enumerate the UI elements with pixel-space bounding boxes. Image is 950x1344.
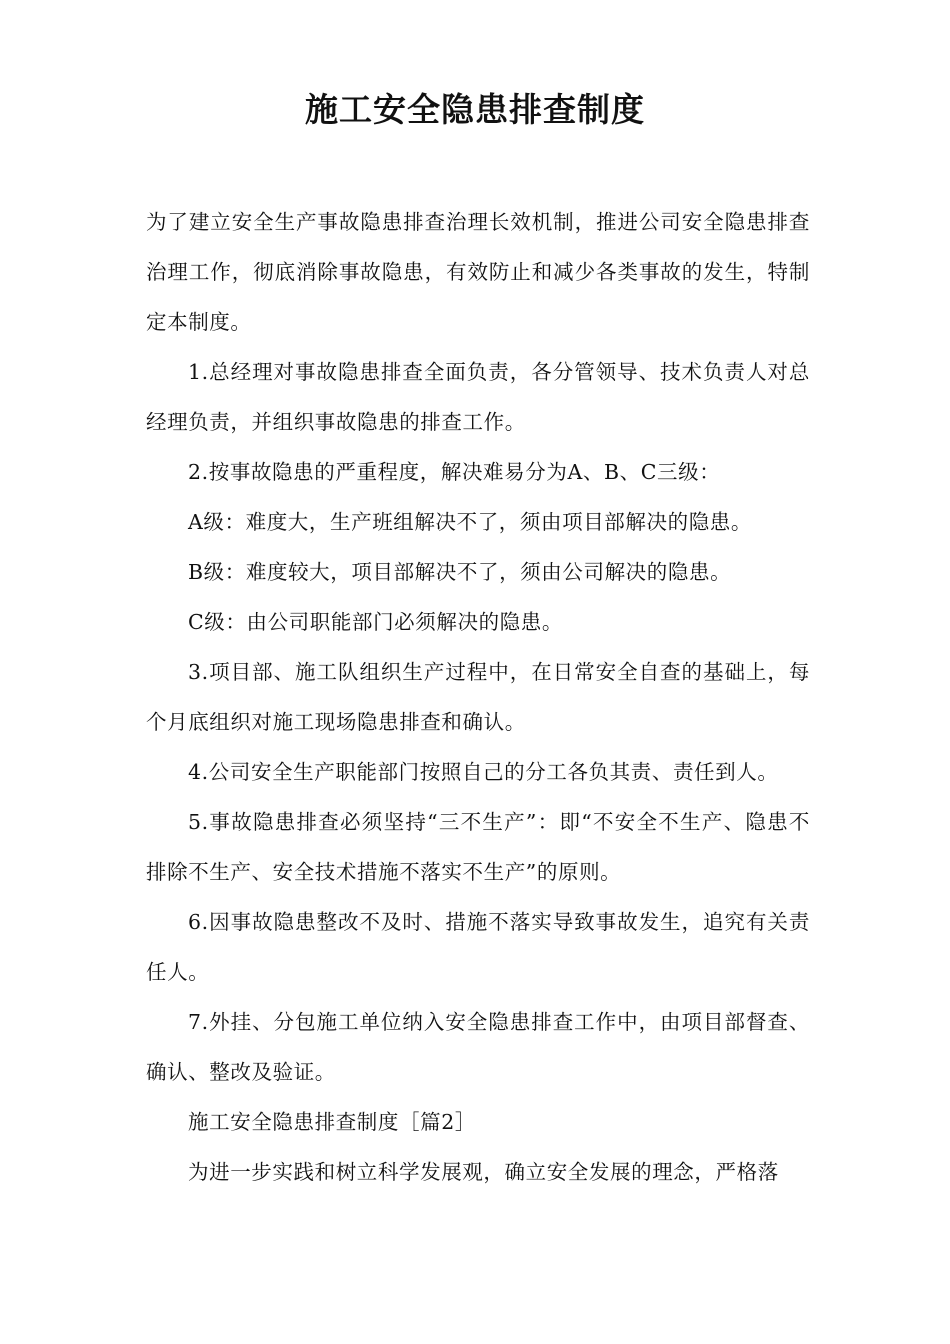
document-body	[146, 197, 810, 1197]
paragraph-item-6: 6.因事故隐患整改不及时、措施不落实导致事故发生，追究有关责任人。	[146, 910, 810, 984]
paragraph-item-1: 1.总经理对事故隐患排查全面负责，各分管领导、技术负责人对总经理负责，并组织事故隐患的排查工作。	[146, 360, 810, 434]
paragraph-level-c: C级：由公司职能部门必须解决的隐患。	[188, 610, 563, 634]
paragraph-level-b: B级：难度较大，项目部解决不了，须由公司解决的隐患。	[188, 560, 732, 584]
paragraph-item-5: 5.事故隐患排查必须坚持“三不生产”：即“不安全不生产、隐患不排除不生产、安全技术措施不落实不生产”的原则。	[146, 810, 810, 884]
document-title: 施工安全隐患排查制度	[305, 90, 645, 129]
paragraph-item-2: 2.按事故隐患的严重程度，解决难易分为A、B、C三级：	[188, 460, 721, 484]
paragraph-intro: 为了建立安全生产事故隐患排查治理长效机制，推进公司安全隐患排查治理工作，彻底消除事故隐患，有效防止和减少各类事故的发生，特制定本制度。	[146, 210, 810, 334]
section-heading-part-2: 施工安全隐患排查制度［篇2］	[188, 1110, 476, 1134]
paragraph-item-4: 4.公司安全生产职能部门按照自己的分工各负其责、责任到人。	[188, 760, 779, 784]
paragraph-part-2-intro: 为进一步实践和树立科学发展观，确立安全发展的理念，严格落	[188, 1160, 779, 1184]
paragraph-level-a: A级：难度大，生产班组解决不了，须由项目部解决的隐患。	[188, 510, 753, 534]
paragraph-item-7: 7.外挂、分包施工单位纳入安全隐患排查工作中，由项目部督查、确认、整改及验证。	[146, 1010, 810, 1084]
paragraph-item-3: 3.项目部、施工队组织生产过程中，在日常安全自查的基础上，每个月底组织对施工现场隐患排查和确认。	[146, 660, 810, 734]
